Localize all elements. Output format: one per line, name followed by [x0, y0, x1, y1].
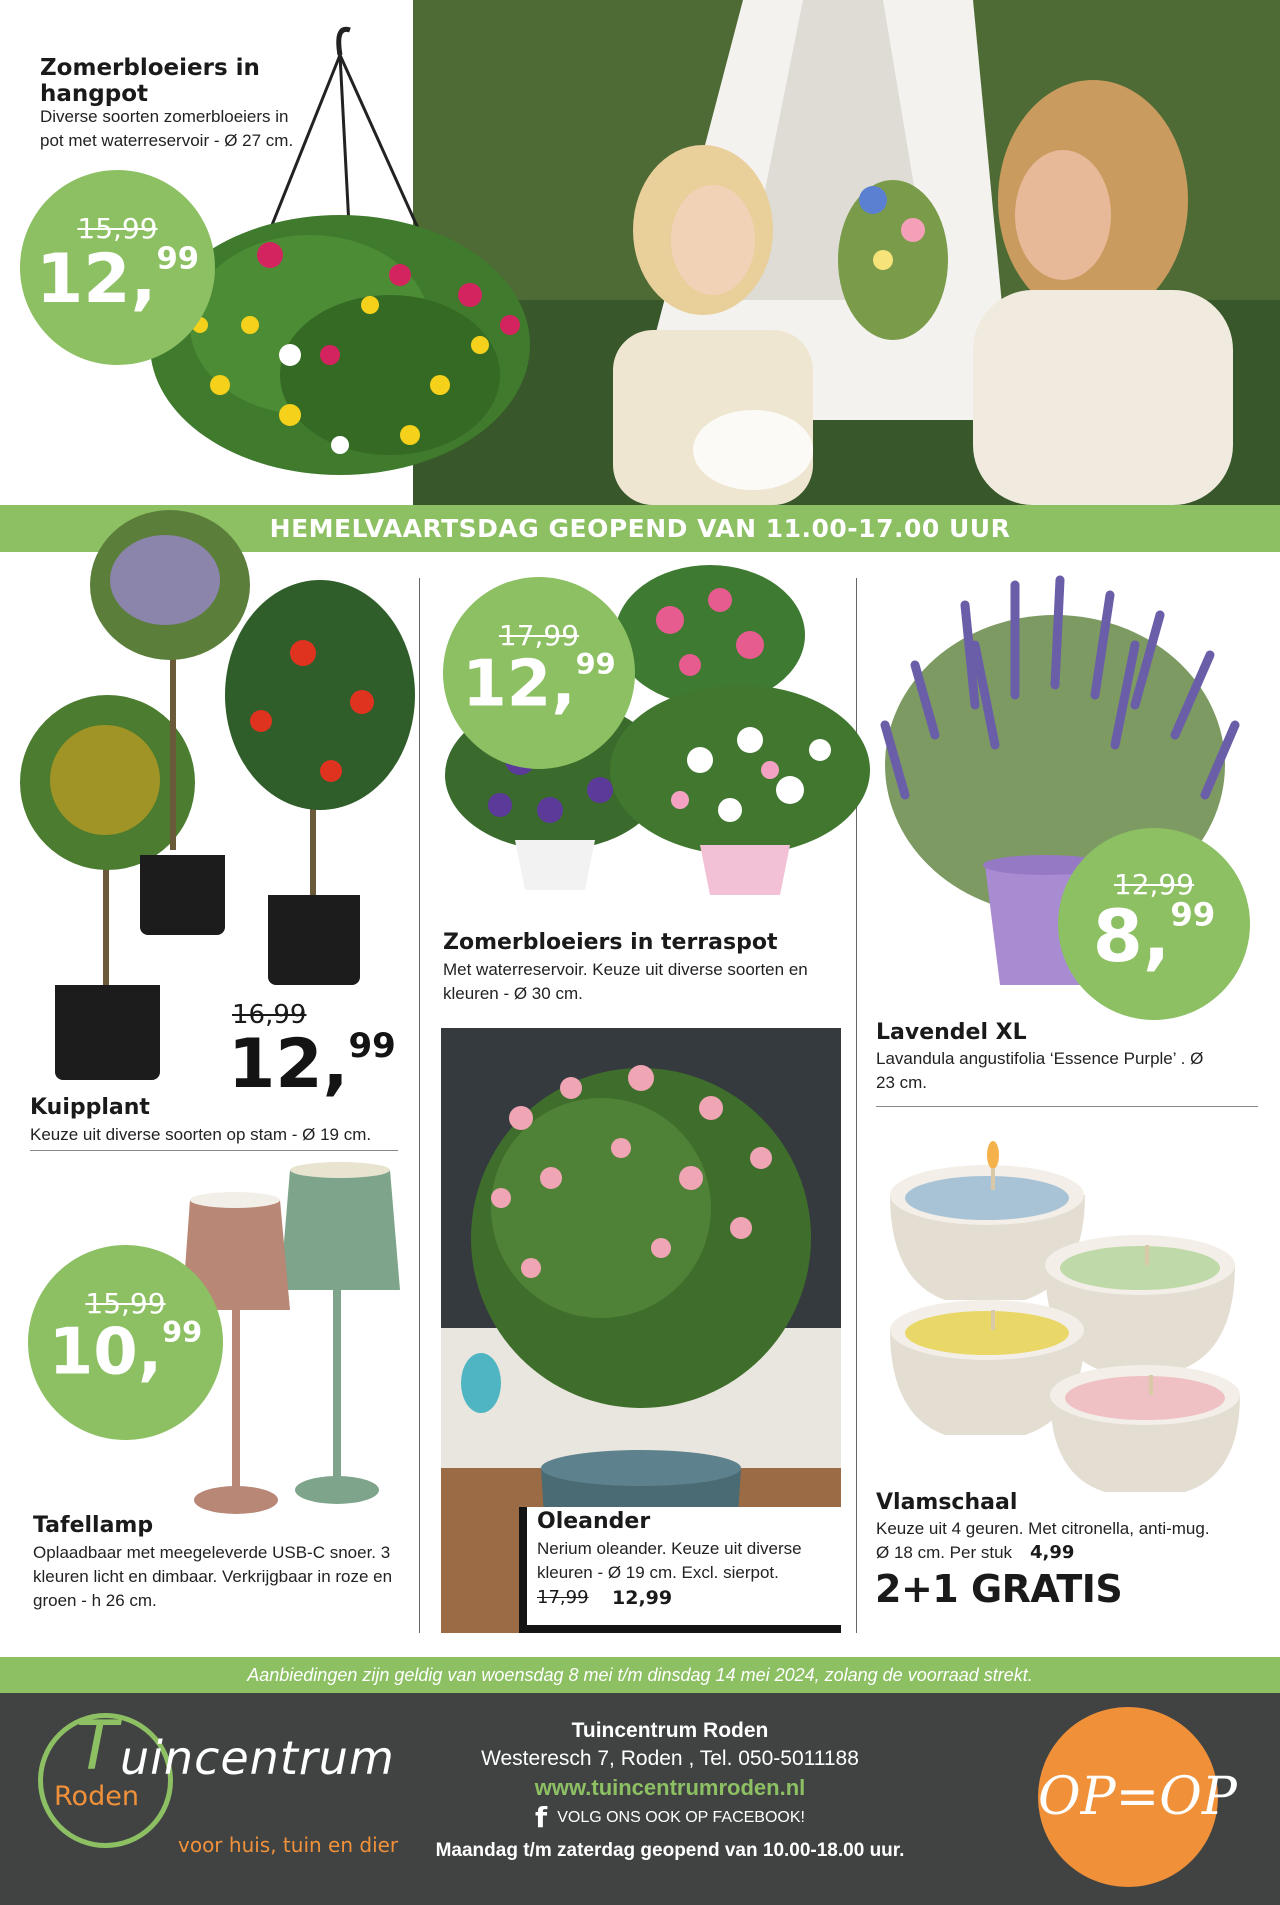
lavendel-old-price: 12,99	[1113, 868, 1195, 901]
vlamschaal-size: Ø 18 cm. Per stuk	[876, 1543, 1013, 1562]
kuipplant-price-main: 12,	[228, 1025, 349, 1104]
lavendel-description: Lavandula angustifolia ‘Essence Purple’ . Ø 23 cm.	[876, 1049, 1204, 1092]
hero-description: Diverse soorten zomerbloeiers in pot met waterreservoir - Ø 27 cm.	[40, 107, 294, 150]
kuipplant-divider	[30, 1150, 398, 1151]
kuipplant-new-price	[228, 1025, 396, 1104]
vlamschaal-unit-price: 4,99	[1030, 1542, 1075, 1563]
logo-sub: Roden	[54, 1781, 139, 1812]
terraspot-price-cents: 99	[575, 647, 616, 681]
tafellamp-title: Tafellamp	[33, 1513, 154, 1538]
hero-new-price	[20, 240, 215, 319]
footer-hours: Maandag t/m zaterdag geopend van 10.00-18.00 uur.	[435, 1840, 905, 1861]
terraspot-title: Zomerbloeiers in terraspot	[443, 930, 778, 955]
lavendel-title: Lavendel XL	[876, 1020, 1027, 1045]
oleander-description: Nerium oleander. Keuze uit diverse kleuren - Ø 19 cm. Excl. sierpot.	[537, 1539, 802, 1582]
vlamschaal-description: Keuze uit 4 geuren. Met citronella, anti-mug.	[876, 1519, 1210, 1538]
logo-letter: T	[76, 1707, 118, 1786]
hero-title: Zomerbloeiers in hangpot	[40, 55, 260, 107]
logo-text: uincentrum	[120, 1731, 395, 1785]
tafellamp-description: Oplaadbaar met meegeleverde USB-C snoer. 3 kleuren licht en dimbaar. Verkrijgbaar in roze en groen - h 26 cm.	[33, 1543, 393, 1610]
oleander-title: Oleander	[537, 1509, 651, 1534]
terraspot-description: Met waterreservoir. Keuze uit diverse soorten en kleuren - Ø 30 cm.	[443, 960, 808, 1003]
hero-price-main: 12,	[35, 240, 157, 319]
hero-price-cents: 99	[156, 241, 200, 277]
facebook-icon: f	[535, 1801, 548, 1834]
kuipplant-image	[10, 510, 440, 1080]
vlamschaal-offer: 2+1 GRATIS	[875, 1567, 1123, 1611]
oleander-new-price: 12,99	[612, 1587, 673, 1609]
footer-store-name: Tuincentrum Roden	[571, 1719, 769, 1742]
tafellamp-price-main: 10,	[48, 1315, 163, 1390]
lavendel-divider	[876, 1106, 1258, 1107]
tafellamp-price-cents: 99	[162, 1315, 203, 1349]
lavendel-price-cents: 99	[1170, 895, 1216, 934]
oleander-old-price: 17,99	[537, 1587, 589, 1608]
tafellamp-old-price: 15,99	[85, 1287, 166, 1320]
kuipplant-old-price: 16,99	[232, 1000, 307, 1030]
footer	[0, 1693, 1280, 1905]
facebook-label: VOLG ONS OOK OP FACEBOOK!	[557, 1809, 805, 1826]
hero-old-price: 15,99	[77, 212, 158, 245]
citronella-bowls-image	[885, 1130, 1265, 1500]
opening-banner: HEMELVAARTSDAG GEOPEND VAN 11.00-17.00 UUR	[0, 505, 1280, 552]
kuipplant-description: Keuze uit diverse soorten op stam - Ø 19 cm.	[30, 1125, 372, 1144]
footer-website[interactable]: www.tuincentrumroden.nl	[534, 1775, 806, 1800]
logo-tagline: voor huis, tuin en dier	[178, 1833, 399, 1857]
lavendel-price-main: 8,	[1092, 894, 1171, 978]
footer-facebook[interactable]	[400, 1801, 940, 1834]
kuipplant-title: Kuipplant	[30, 1095, 150, 1120]
lavendel-price-badge	[1058, 828, 1250, 1020]
validity-bar: Aanbiedingen zijn geldig van woensdag 8 mei t/m dinsdag 14 mei 2024, zolang de voorraad strekt.	[0, 1657, 1280, 1693]
terraspot-price-badge	[443, 577, 635, 769]
terraspot-new-price	[443, 647, 635, 722]
kuipplant-price-cents: 99	[348, 1026, 396, 1066]
terraspot-old-price: 17,99	[498, 619, 580, 652]
tafellamp-new-price	[28, 1315, 223, 1390]
oleander-info-box	[519, 1507, 841, 1633]
vlamschaal-title: Vlamschaal	[876, 1490, 1018, 1515]
hero-price-badge	[20, 170, 215, 365]
lavendel-new-price	[1058, 894, 1250, 978]
terraspot-price-main: 12,	[462, 647, 576, 722]
op-op-badge: OP=OP	[1038, 1707, 1218, 1887]
tafellamp-price-badge	[28, 1245, 223, 1440]
footer-address: Westeresch 7, Roden , Tel. 050-5011188	[481, 1747, 859, 1770]
